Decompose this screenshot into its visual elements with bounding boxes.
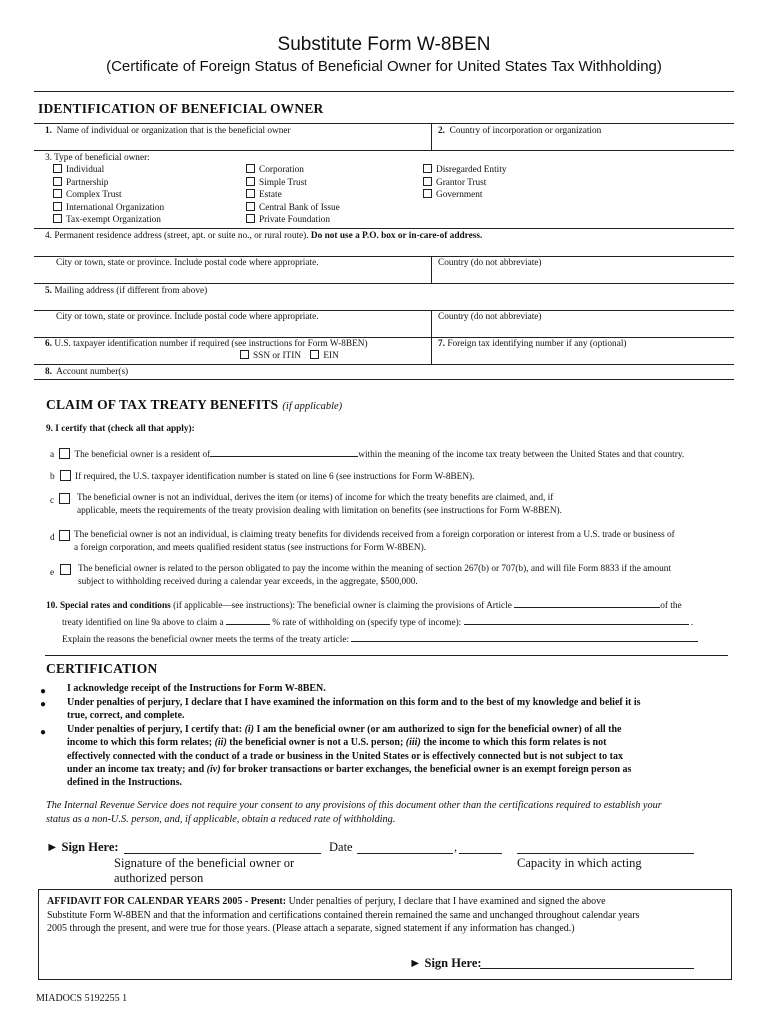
- affidavit-line1: AFFIDAVIT FOR CALENDAR YEARS 2005 - Present: Under penalties of perjury, I declare that I have examined and signed the above: [47, 896, 606, 907]
- owner-types-col1: [53, 164, 164, 227]
- affidavit-line3: 2005 through the present, and were true for those years. (Please attach a separate, signed statement if any information has changed.): [47, 923, 575, 934]
- treaty-heading-wrap: [46, 396, 342, 414]
- line8-field[interactable]: [45, 366, 128, 379]
- line10-row3: [62, 631, 698, 647]
- line7-label: Foreign tax identifying number if any (optional): [447, 339, 627, 349]
- signature-caption-2: authorized person: [114, 871, 204, 885]
- line1-number: 1.: [45, 126, 52, 136]
- treaty-item-e: [50, 563, 671, 588]
- checkbox[interactable]: [53, 164, 62, 173]
- line10-row2: [62, 614, 693, 630]
- owner-type-simple-trust[interactable]: Simple Trust: [246, 177, 340, 190]
- item-letter: c: [50, 496, 55, 506]
- checkbox[interactable]: [246, 189, 255, 198]
- irs-note-line2: status as a non-U.S. person, and, if applicable, obtain a reduced rate of withholding.: [46, 814, 396, 825]
- owner-type-central-bank[interactable]: Central Bank of Issue: [246, 202, 340, 215]
- cert-bullet-3-line4: under an income tax treaty; and (iv) for broker transactions or barter exchanges, the beneficial owner is an exempt foreign person as: [67, 763, 632, 775]
- date-field-year[interactable]: [459, 853, 502, 854]
- cert-bullet-1: I acknowledge receipt of the Instructions for Form W-8BEN.: [67, 683, 326, 694]
- checkbox[interactable]: [53, 214, 62, 223]
- ssn-checkbox[interactable]: [240, 350, 249, 359]
- line3-label: 3. Type of beneficial owner:: [45, 153, 150, 163]
- cert-bullet-2-line2: true, correct, and complete.: [67, 710, 185, 722]
- bullet-dot: ●: [40, 727, 47, 738]
- country-field-1[interactable]: Country (do not abbreviate): [438, 258, 542, 268]
- treaty-b-text: If required, the U.S. taxpayer identification number is stated on line 6 (see instructions for Form W-8BEN).: [74, 472, 475, 482]
- line7-field[interactable]: [438, 338, 627, 351]
- line10-text-2: treaty identified on line 9a above to claim a: [62, 618, 224, 628]
- line10-text-3: % rate of withholding on (specify type of income):: [272, 618, 462, 628]
- date-field-1[interactable]: [357, 853, 453, 854]
- owner-type-individual[interactable]: Individual: [53, 164, 164, 177]
- row-line: [34, 150, 734, 151]
- col-divider: [431, 310, 432, 337]
- checkbox[interactable]: [53, 177, 62, 186]
- treaty-item-c: [50, 492, 562, 517]
- row-line: [34, 364, 734, 365]
- checkbox[interactable]: [423, 189, 432, 198]
- treaty-reason-blank[interactable]: [351, 631, 698, 642]
- irs-consent-note: [46, 799, 662, 827]
- line4-field[interactable]: [45, 230, 482, 243]
- checkbox[interactable]: [423, 164, 432, 173]
- item-letter: e: [50, 568, 55, 578]
- line10-text-4: Explain the reasons the beneficial owner meets the terms of the treaty article:: [62, 635, 350, 645]
- cert-bullet-3-line1: Under penalties of perjury, I certify that: (i) I am the beneficial owner (or am authorized to sign for the beneficial owner) of all the: [67, 724, 622, 735]
- treaty-e-checkbox[interactable]: [60, 564, 71, 575]
- line1-label: Name of individual or organization that is the beneficial owner: [56, 126, 291, 136]
- owner-types-col2: [246, 164, 340, 227]
- sign-here-label: ► Sign Here:: [46, 840, 119, 854]
- treaty-heading-note: (if applicable): [282, 401, 343, 412]
- line5-label: Mailing address (if different from above): [54, 286, 208, 296]
- item-letter: d: [50, 533, 55, 543]
- line4-warning: Do not use a P.O. box or in-care-of address.: [310, 231, 483, 241]
- cert-bullet-3-line3: effectively connected with the conduct of a trade or business in the United States or is effectively connected but is not subject to tax: [67, 750, 623, 762]
- date-comma: ,: [454, 840, 458, 854]
- checkbox[interactable]: [246, 164, 255, 173]
- line2-number: 2.: [438, 126, 445, 136]
- signature-line[interactable]: [124, 853, 321, 854]
- bullet-dot: ●: [40, 686, 47, 697]
- treaty-c-checkbox[interactable]: [59, 493, 70, 504]
- line9-label: 9. I certify that (check all that apply):: [46, 424, 195, 434]
- certification-heading: CERTIFICATION: [46, 661, 158, 676]
- city-field-1[interactable]: City or town, state or province. Include postal code where appropriate.: [56, 258, 319, 268]
- cert-bullet-3-line2: income to which this form relates; (ii) the beneficial owner is not a U.S. person; (iii) the income to which this form relates is not: [67, 737, 607, 749]
- affidavit-line2: Substitute Form W-8BEN and that the information and certifications contained therein remained the same and unchanged throughout calendar years: [47, 909, 640, 921]
- treaty-d-line2: a foreign corporation, and meets qualified resident status (see instructions for Form W-8BEN).: [74, 542, 426, 553]
- col-divider: [431, 123, 432, 150]
- line10-of: of the: [660, 601, 682, 611]
- irs-note-line1: The Internal Revenue Service does not require your consent to any provisions of this document other than the certifications required to establish your: [46, 800, 662, 811]
- treaty-a-checkbox[interactable]: [59, 448, 70, 459]
- line8-number: 8.: [45, 367, 52, 377]
- checkbox[interactable]: [246, 177, 255, 186]
- cert-bullet-2-line1: Under penalties of perjury, I declare that I have examined the information on this form and to the best of my knowledge and belief it is: [67, 697, 641, 708]
- residence-country-blank[interactable]: [210, 446, 358, 457]
- city-field-2[interactable]: City or town, state or province. Include postal code where appropriate.: [56, 312, 319, 322]
- treaty-c-line1: The beneficial owner is not an individual, derives the item (or items) of income for which the treaty benefits are claimed, and, if: [77, 493, 554, 503]
- withholding-rate-blank[interactable]: [226, 614, 270, 625]
- treaty-a-text-2: within the meaning of the income tax treaty between the United States and that country.: [358, 450, 685, 460]
- checkbox[interactable]: [53, 189, 62, 198]
- line6-number: 6.: [45, 339, 52, 349]
- checkbox[interactable]: [53, 202, 62, 211]
- form-title: Substitute Form W-8BEN: [277, 34, 491, 55]
- line5-number: 5.: [45, 286, 52, 296]
- signature-caption: [114, 856, 294, 886]
- ein-checkbox[interactable]: [310, 350, 319, 359]
- row-line: [34, 123, 734, 124]
- owner-type-corporation[interactable]: Corporation: [246, 164, 340, 177]
- document-id: MIADOCS 5192255 1: [36, 993, 128, 1004]
- bullet-dot: ●: [40, 699, 47, 710]
- checkbox[interactable]: [423, 177, 432, 186]
- identification-heading: IDENTIFICATION OF BENEFICIAL OWNER: [38, 101, 324, 116]
- line4-number: 4.: [45, 231, 52, 241]
- income-type-blank[interactable]: [464, 614, 689, 625]
- line4-label: Permanent residence address (street, apt. or suite no., or rural route).: [54, 231, 309, 241]
- treaty-reason-line-2[interactable]: [45, 655, 728, 656]
- treaty-e-line1: The beneficial owner is related to the person obligated to pay the income within the meaning of section 267(b) or 707(b), and will file Form 8833 if the amount: [78, 564, 672, 574]
- cert-bullet-3: [67, 723, 729, 789]
- line10-row1: [46, 597, 682, 613]
- capacity-caption: Capacity in which acting: [517, 856, 642, 870]
- treaty-d-checkbox[interactable]: [59, 530, 70, 541]
- line6-field[interactable]: [45, 338, 368, 351]
- owner-type-government[interactable]: Government: [423, 189, 506, 202]
- treaty-b-checkbox[interactable]: [60, 470, 71, 481]
- affidavit-sign-here: ► Sign Here:: [409, 956, 482, 970]
- affidavit-text: [47, 895, 727, 936]
- col-divider: [431, 256, 432, 283]
- treaty-item-d: [50, 529, 675, 554]
- owner-types-col3: [423, 164, 506, 202]
- item-letter: a: [50, 450, 55, 460]
- line10-text: (if applicable—see instructions): The beneficial owner is claiming the provisions of Article: [173, 601, 512, 611]
- date-label: Date: [329, 840, 353, 854]
- row-line: [34, 228, 734, 229]
- ein-label: EIN: [323, 351, 339, 361]
- owner-type-grantor-trust[interactable]: Grantor Trust: [423, 177, 506, 190]
- col-divider: [431, 337, 432, 364]
- treaty-item-a: [50, 446, 684, 462]
- form-subtitle: (Certificate of Foreign Status of Beneficial Owner for United States Tax Withholding): [106, 58, 662, 75]
- treaty-item-b: [50, 470, 474, 484]
- top-rule: [34, 91, 734, 92]
- country-field-2[interactable]: Country (do not abbreviate): [438, 312, 542, 322]
- treaty-c-line2: applicable, meets the requirements of the treaty provision dealing with limitation on benefits (see instructions for Form W-8BEN).: [77, 505, 562, 516]
- line2-field[interactable]: [438, 125, 601, 138]
- owner-type-complex-trust[interactable]: Complex Trust: [53, 189, 164, 202]
- owner-type-private-foundation[interactable]: Private Foundation: [246, 214, 340, 227]
- checkbox[interactable]: [246, 214, 255, 223]
- owner-type-tax-exempt-org[interactable]: Tax-exempt Organization: [53, 214, 164, 227]
- line2-label: Country of incorporation or organization: [449, 126, 602, 136]
- capacity-line[interactable]: [517, 853, 694, 854]
- row-line: [34, 379, 734, 380]
- owner-type-partnership[interactable]: Partnership: [53, 177, 164, 190]
- line1-field[interactable]: [45, 125, 291, 138]
- cert-bullet-2: [67, 696, 729, 723]
- line10-period: .: [690, 618, 694, 628]
- line7-number: 7.: [438, 339, 445, 349]
- tin-type-options: [240, 350, 339, 363]
- line5-field[interactable]: [45, 285, 207, 298]
- checkbox[interactable]: [246, 202, 255, 211]
- treaty-article-blank[interactable]: [514, 597, 660, 608]
- line10-label: 10. Special rates and conditions: [46, 601, 171, 611]
- line6-label: U.S. taxpayer identification number if required (see instructions for Form W-8BEN): [54, 339, 368, 349]
- item-letter: b: [50, 472, 55, 482]
- treaty-heading: CLAIM OF TAX TREATY BENEFITS: [46, 397, 279, 412]
- owner-type-international-org[interactable]: International Organization: [53, 202, 164, 215]
- treaty-e-line2: subject to withholding received during a calendar year exceeds, in the aggregate, $500,000.: [78, 576, 418, 587]
- treaty-d-line1: The beneficial owner is not an individual, is claiming treaty benefits for dividends received from a foreign corporation or interest from a U.S. trade or business of: [74, 530, 675, 540]
- row-line: [34, 283, 734, 284]
- ssn-label: SSN or ITIN: [253, 351, 302, 361]
- affidavit-signature-line[interactable]: [480, 968, 694, 969]
- owner-type-disregarded-entity[interactable]: Disregarded Entity: [423, 164, 506, 177]
- signature-caption-1: Signature of the beneficial owner or: [114, 856, 295, 870]
- treaty-a-text: The beneficial owner is a resident of: [74, 450, 211, 460]
- line8-label: Account number(s): [56, 367, 129, 377]
- cert-bullet-3-line5: defined in the Instructions.: [67, 777, 183, 789]
- owner-type-estate[interactable]: Estate: [246, 189, 340, 202]
